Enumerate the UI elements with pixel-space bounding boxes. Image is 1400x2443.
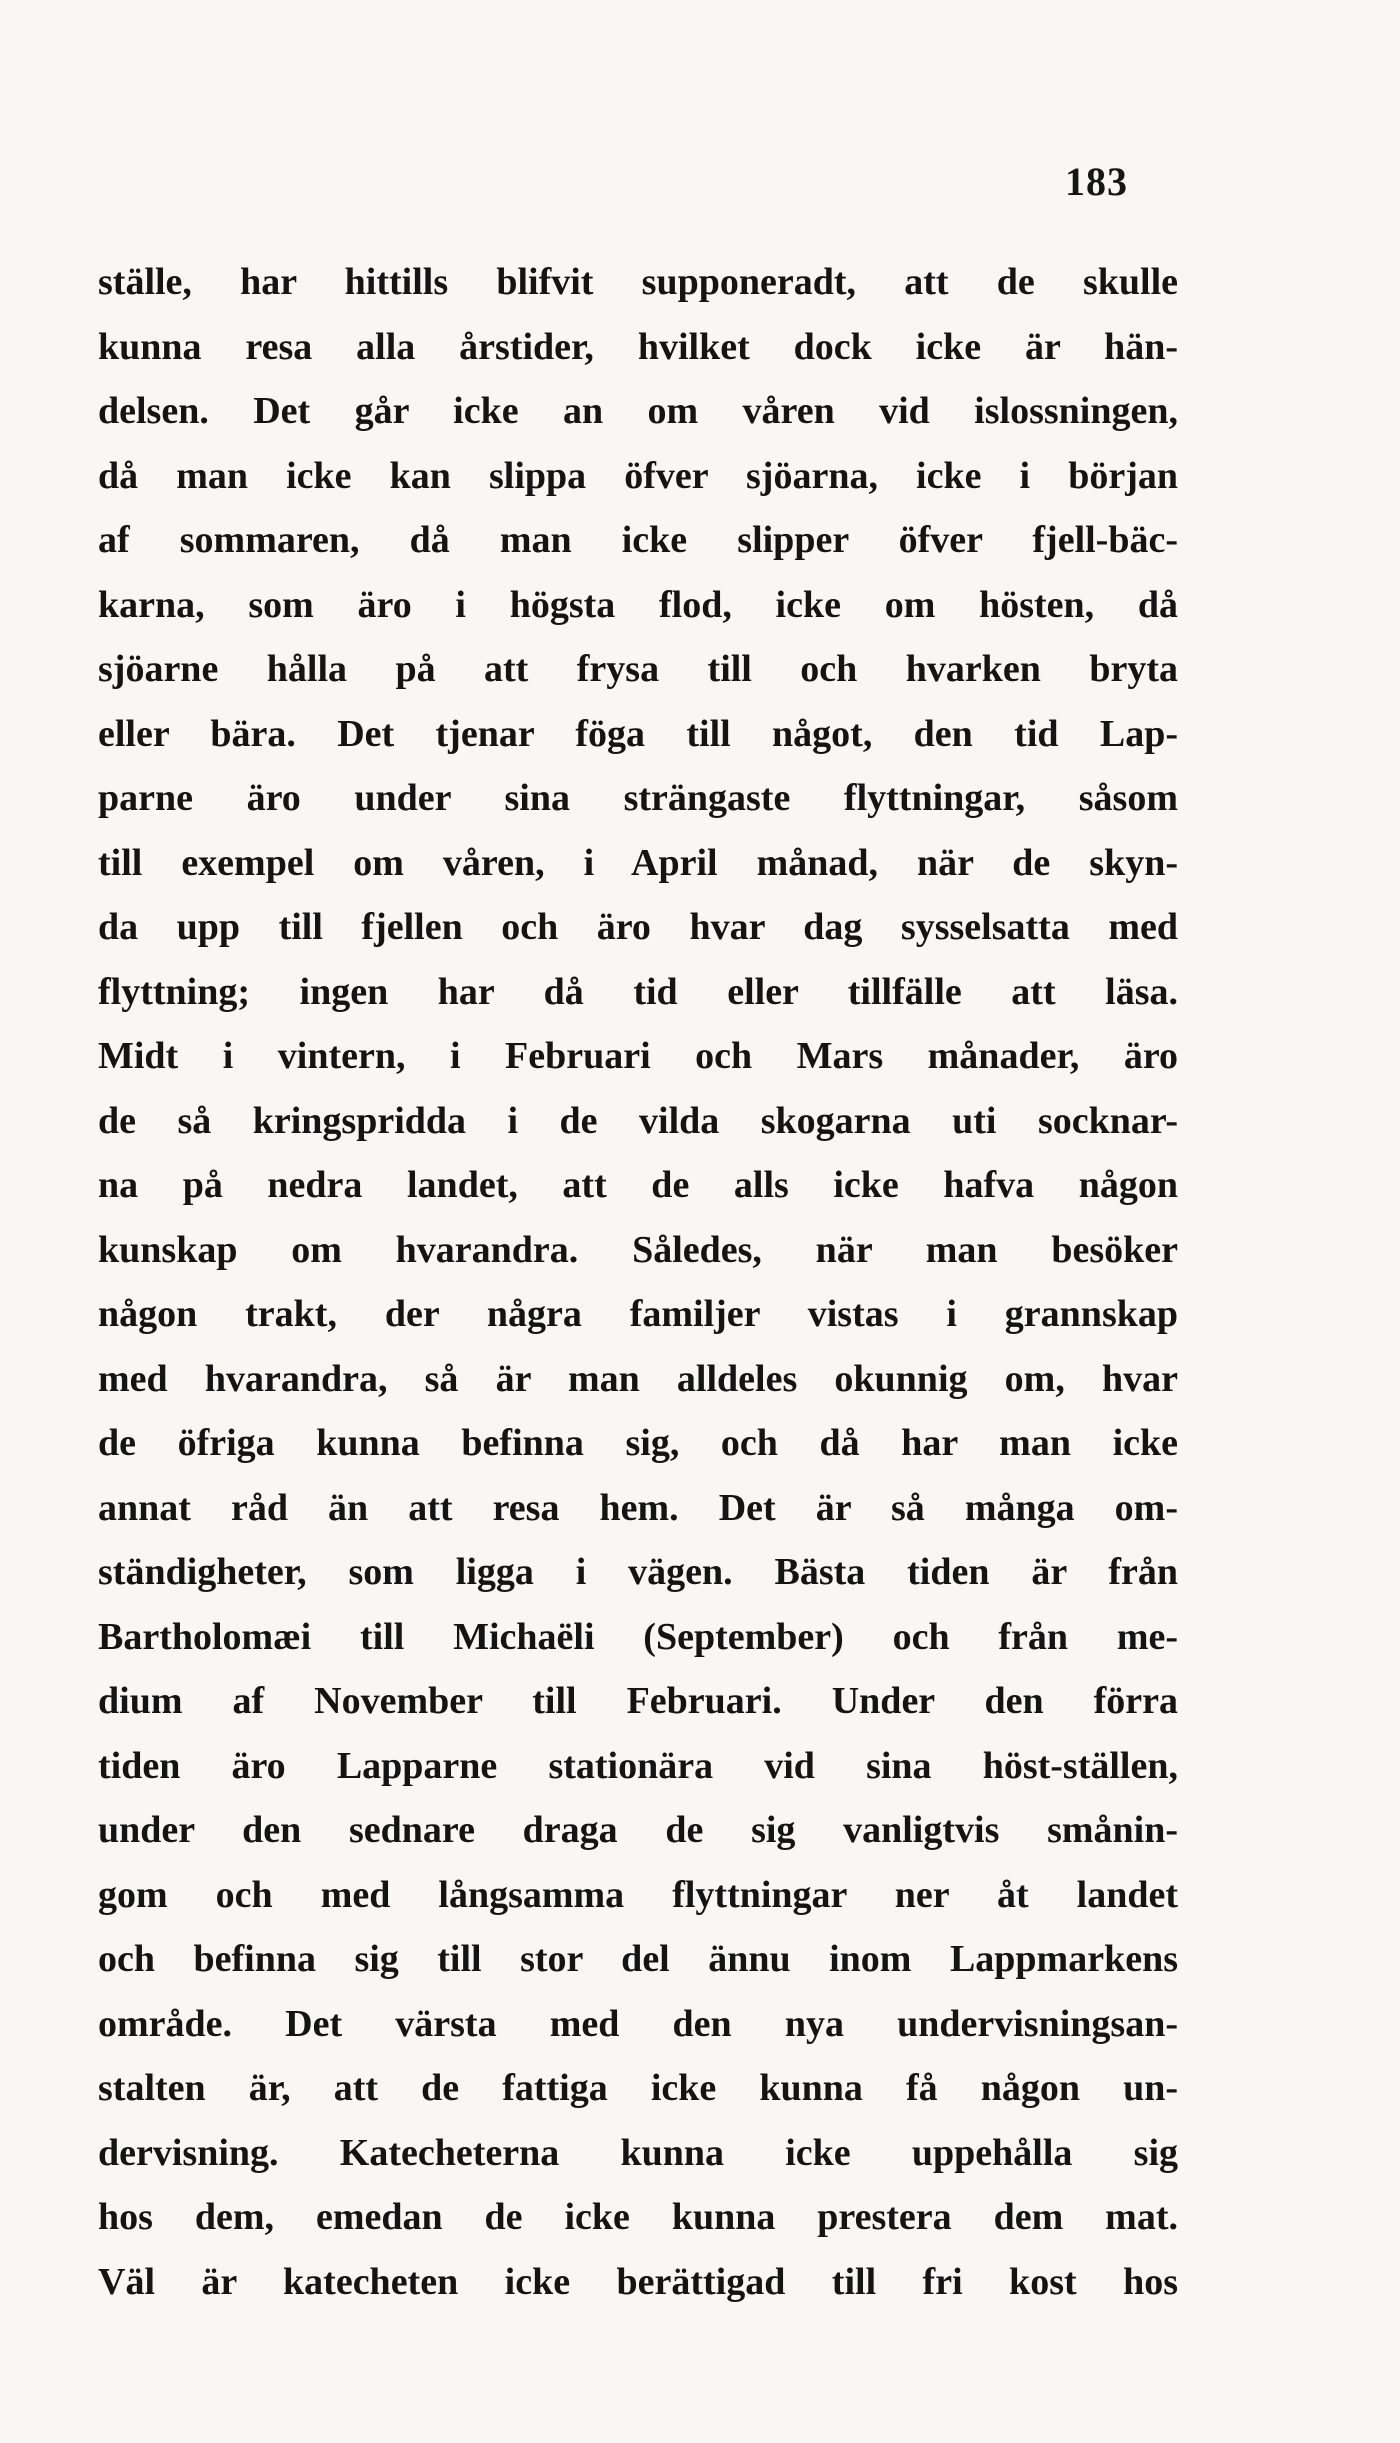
text-line: Väl är katecheten icke berättigad till fri kost hos <box>98 2260 1178 2303</box>
text-line: till exempel om våren, i April månad, när de skyn- <box>98 841 1178 884</box>
text-line: karna, som äro i högsta flod, icke om hösten, då <box>98 583 1178 626</box>
text-line: dervisning. Katecheterna kunna icke uppehålla sig <box>98 2131 1178 2174</box>
text-line: område. Det värsta med den nya undervisningsan- <box>98 2002 1178 2045</box>
text-line: flyttning; ingen har då tid eller tillfälle att läsa. <box>98 970 1178 1013</box>
text-line: hos dem, emedan de icke kunna prestera dem mat. <box>98 2196 1178 2238</box>
text-line: af sommaren, då man icke slipper öfver fjell-bäc- <box>98 519 1178 561</box>
body-text <box>98 250 1178 2314</box>
text-line: Midt i vintern, i Februari och Mars månader, äro <box>98 1035 1178 1077</box>
text-line: da upp till fjellen och äro hvar dag sysselsatta med <box>98 906 1178 948</box>
text-line: kunskap om hvarandra. Således, när man besöker <box>98 1228 1178 1271</box>
text-line: na på nedra landet, att de alls icke hafva någon <box>98 1164 1178 1206</box>
text-line: någon trakt, der några familjer vistas i grannskap <box>98 1293 1178 1335</box>
text-line: med hvarandra, så är man alldeles okunnig om, hvar <box>98 1357 1178 1400</box>
text-line: parne äro under sina strängaste flyttningar, såsom <box>98 777 1178 819</box>
text-line: stalten är, att de fattiga icke kunna få någon un- <box>98 2067 1178 2109</box>
text-line: eller bära. Det tjenar föga till något, den tid Lap- <box>98 712 1178 755</box>
text-line: ställe, har hittills blifvit supponeradt, att de skulle <box>98 261 1178 303</box>
text-line: dium af November till Februari. Under den förra <box>98 1680 1178 1722</box>
page-number: 183 <box>1065 159 1128 204</box>
text-line: sjöarne hålla på att frysa till och hvarken bryta <box>98 648 1178 690</box>
text-line: de så kringspridda i de vilda skogarna uti socknar- <box>98 1099 1178 1142</box>
text-line: Bartholomæi till Michaëli (September) och från me- <box>98 1615 1178 1658</box>
text-line: under den sednare draga de sig vanligtvis smånin- <box>98 1809 1178 1851</box>
text-line: delsen. Det går icke an om våren vid islossningen, <box>98 390 1178 432</box>
text-line: tiden äro Lapparne stationära vid sina höst-ställen, <box>98 1744 1178 1787</box>
text-line: och befinna sig till stor del ännu inom Lappmarkens <box>98 1938 1178 1980</box>
text-line: de öfriga kunna befinna sig, och då har man icke <box>98 1422 1178 1464</box>
text-line: ständigheter, som ligga i vägen. Bästa tiden är från <box>98 1551 1178 1593</box>
text-line: gom och med långsamma flyttningar ner åt landet <box>98 1873 1178 1916</box>
text-line: då man icke kan slippa öfver sjöarna, icke i början <box>98 454 1178 497</box>
text-line: annat råd än att resa hem. Det är så många om- <box>98 1486 1178 1529</box>
text-line: kunna resa alla årstider, hvilket dock icke är hän- <box>98 325 1178 368</box>
